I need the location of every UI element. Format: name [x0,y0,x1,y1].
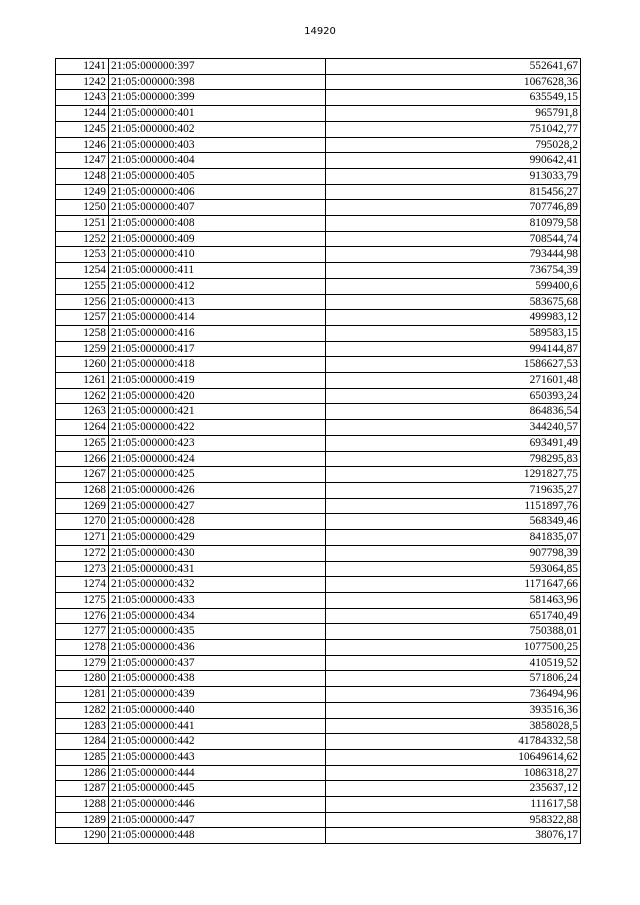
table-row [56,373,581,389]
row-number: 1247 [56,153,109,169]
table-row [56,90,581,106]
cadastral-number: 21:05:000000:432 [109,577,326,593]
cadastral-value: 736754,39 [326,263,581,279]
row-number: 1251 [56,216,109,232]
row-number: 1274 [56,577,109,593]
cadastral-number: 21:05:000000:423 [109,435,326,451]
row-number: 1263 [56,404,109,420]
cadastral-value: 10649614,62 [326,749,581,765]
table-body [56,59,581,844]
cadastral-number: 21:05:000000:403 [109,137,326,153]
table-row [56,121,581,137]
cadastral-number: 21:05:000000:408 [109,216,326,232]
cadastral-number: 21:05:000000:437 [109,655,326,671]
row-number: 1278 [56,640,109,656]
table-row [56,168,581,184]
cadastral-value: 1171647,66 [326,577,581,593]
cadastral-number: 21:05:000000:424 [109,451,326,467]
cadastral-value: 599400,6 [326,278,581,294]
cadastral-number: 21:05:000000:445 [109,781,326,797]
cadastral-number: 21:05:000000:406 [109,184,326,200]
table-row [56,765,581,781]
cadastral-number: 21:05:000000:428 [109,514,326,530]
row-number: 1264 [56,420,109,436]
row-number: 1287 [56,781,109,797]
table-row [56,325,581,341]
cadastral-value: 795028,2 [326,137,581,153]
cadastral-number: 21:05:000000:399 [109,90,326,106]
row-number: 1250 [56,200,109,216]
cadastral-number: 21:05:000000:426 [109,482,326,498]
cadastral-value: 650393,24 [326,388,581,404]
cadastral-number: 21:05:000000:407 [109,200,326,216]
table-row [56,640,581,656]
cadastral-value: 344240,57 [326,420,581,436]
cadastral-value: 810979,58 [326,216,581,232]
table-row [56,231,581,247]
cadastral-number: 21:05:000000:414 [109,310,326,326]
cadastral-number: 21:05:000000:442 [109,734,326,750]
cadastral-number: 21:05:000000:435 [109,624,326,640]
row-number: 1272 [56,545,109,561]
cadastral-number: 21:05:000000:413 [109,294,326,310]
cadastral-number: 21:05:000000:447 [109,812,326,828]
cadastral-value: 913033,79 [326,168,581,184]
row-number: 1256 [56,294,109,310]
table-row [56,608,581,624]
cadastral-value: 719635,27 [326,482,581,498]
table-row [56,655,581,671]
cadastral-number: 21:05:000000:422 [109,420,326,436]
cadastral-value: 798295,83 [326,451,581,467]
cadastral-value: 841835,07 [326,530,581,546]
cadastral-value: 111617,58 [326,797,581,813]
cadastral-value: 1586627,53 [326,357,581,373]
table-row [56,592,581,608]
cadastral-number: 21:05:000000:410 [109,247,326,263]
cadastral-value: 235637,12 [326,781,581,797]
cadastral-number: 21:05:000000:418 [109,357,326,373]
cadastral-number: 21:05:000000:444 [109,765,326,781]
table-row [56,624,581,640]
row-number: 1284 [56,734,109,750]
cadastral-value: 1086318,27 [326,765,581,781]
table-row [56,106,581,122]
cadastral-value: 693491,49 [326,435,581,451]
table-row [56,404,581,420]
table-row [56,718,581,734]
row-number: 1288 [56,797,109,813]
cadastral-value: 635549,15 [326,90,581,106]
table-row [56,781,581,797]
table-row [56,200,581,216]
row-number: 1252 [56,231,109,247]
table-row [56,263,581,279]
row-number: 1286 [56,765,109,781]
table-row [56,341,581,357]
cadastral-value: 583675,68 [326,294,581,310]
cadastral-number: 21:05:000000:419 [109,373,326,389]
cadastral-value: 864836,54 [326,404,581,420]
cadastral-number: 21:05:000000:429 [109,530,326,546]
cadastral-value: 815456,27 [326,184,581,200]
table-row [56,310,581,326]
row-number: 1243 [56,90,109,106]
row-number: 1277 [56,624,109,640]
cadastral-number: 21:05:000000:420 [109,388,326,404]
cadastral-value: 499983,12 [326,310,581,326]
table-row [56,137,581,153]
table-row [56,749,581,765]
table-row [56,184,581,200]
row-number: 1265 [56,435,109,451]
row-number: 1281 [56,687,109,703]
row-number: 1269 [56,498,109,514]
page-number: 14920 [304,26,336,37]
row-number: 1257 [56,310,109,326]
row-number: 1279 [56,655,109,671]
row-number: 1276 [56,608,109,624]
cadastral-number: 21:05:000000:404 [109,153,326,169]
cadastral-number: 21:05:000000:416 [109,325,326,341]
table-row [56,545,581,561]
cadastral-value: 1067628,36 [326,74,581,90]
row-number: 1270 [56,514,109,530]
table-row [56,702,581,718]
cadastral-value: 568349,46 [326,514,581,530]
table-row [56,59,581,75]
table-row [56,278,581,294]
table-row [56,74,581,90]
row-number: 1282 [56,702,109,718]
row-number: 1246 [56,137,109,153]
cadastral-value-table [55,58,581,844]
table-row [56,153,581,169]
row-number: 1275 [56,592,109,608]
cadastral-number: 21:05:000000:439 [109,687,326,703]
cadastral-number: 21:05:000000:405 [109,168,326,184]
table-row [56,514,581,530]
table-row [56,671,581,687]
row-number: 1245 [56,121,109,137]
row-number: 1244 [56,106,109,122]
cadastral-value: 410519,52 [326,655,581,671]
cadastral-value: 1151897,76 [326,498,581,514]
row-number: 1258 [56,325,109,341]
table-row [56,482,581,498]
cadastral-number: 21:05:000000:430 [109,545,326,561]
cadastral-value: 965791,8 [326,106,581,122]
row-number: 1242 [56,74,109,90]
row-number: 1253 [56,247,109,263]
row-number: 1255 [56,278,109,294]
table-row [56,797,581,813]
row-number: 1267 [56,467,109,483]
cadastral-number: 21:05:000000:412 [109,278,326,294]
cadastral-number: 21:05:000000:431 [109,561,326,577]
cadastral-value: 589583,15 [326,325,581,341]
table-row [56,561,581,577]
table-row [56,388,581,404]
table-row [56,420,581,436]
table-row [56,734,581,750]
cadastral-value: 1291827,75 [326,467,581,483]
cadastral-value: 751042,77 [326,121,581,137]
table-row [56,467,581,483]
cadastral-value: 271601,48 [326,373,581,389]
cadastral-number: 21:05:000000:411 [109,263,326,279]
cadastral-value: 990642,41 [326,153,581,169]
row-number: 1261 [56,373,109,389]
table-row [56,828,581,844]
row-number: 1273 [56,561,109,577]
table-row [56,357,581,373]
cadastral-number: 21:05:000000:436 [109,640,326,656]
cadastral-number: 21:05:000000:402 [109,121,326,137]
cadastral-value: 994144,87 [326,341,581,357]
row-number: 1289 [56,812,109,828]
cadastral-value: 571806,24 [326,671,581,687]
cadastral-number: 21:05:000000:438 [109,671,326,687]
cadastral-value: 38076,17 [326,828,581,844]
cadastral-number: 21:05:000000:425 [109,467,326,483]
table-row [56,247,581,263]
row-number: 1241 [56,59,109,75]
row-number: 1280 [56,671,109,687]
table-row [56,451,581,467]
row-number: 1249 [56,184,109,200]
cadastral-value: 750388,01 [326,624,581,640]
cadastral-value: 736494,96 [326,687,581,703]
row-number: 1248 [56,168,109,184]
cadastral-number: 21:05:000000:433 [109,592,326,608]
table-row [56,294,581,310]
cadastral-number: 21:05:000000:446 [109,797,326,813]
cadastral-value: 581463,96 [326,592,581,608]
row-number: 1283 [56,718,109,734]
table-row [56,577,581,593]
cadastral-value: 907798,39 [326,545,581,561]
cadastral-number: 21:05:000000:401 [109,106,326,122]
table-row [56,530,581,546]
cadastral-value: 793444,98 [326,247,581,263]
cadastral-number: 21:05:000000:434 [109,608,326,624]
cadastral-number: 21:05:000000:397 [109,59,326,75]
table-row [56,687,581,703]
cadastral-value: 3858028,5 [326,718,581,734]
cadastral-value: 41784332,58 [326,734,581,750]
cadastral-number: 21:05:000000:443 [109,749,326,765]
cadastral-number: 21:05:000000:417 [109,341,326,357]
row-number: 1259 [56,341,109,357]
row-number: 1254 [56,263,109,279]
cadastral-value: 1077500,25 [326,640,581,656]
cadastral-value: 593064,85 [326,561,581,577]
cadastral-value: 958322,88 [326,812,581,828]
row-number: 1271 [56,530,109,546]
cadastral-value: 651740,49 [326,608,581,624]
table-row [56,216,581,232]
cadastral-number: 21:05:000000:440 [109,702,326,718]
cadastral-number: 21:05:000000:398 [109,74,326,90]
cadastral-number: 21:05:000000:427 [109,498,326,514]
cadastral-number: 21:05:000000:441 [109,718,326,734]
row-number: 1262 [56,388,109,404]
table-row [56,435,581,451]
row-number: 1260 [56,357,109,373]
table-row [56,498,581,514]
row-number: 1266 [56,451,109,467]
cadastral-value: 552641,67 [326,59,581,75]
cadastral-value: 707746,89 [326,200,581,216]
row-number: 1290 [56,828,109,844]
cadastral-value: 393516,36 [326,702,581,718]
table-row [56,812,581,828]
row-number: 1268 [56,482,109,498]
row-number: 1285 [56,749,109,765]
cadastral-number: 21:05:000000:421 [109,404,326,420]
cadastral-number: 21:05:000000:448 [109,828,326,844]
cadastral-number: 21:05:000000:409 [109,231,326,247]
cadastral-value: 708544,74 [326,231,581,247]
